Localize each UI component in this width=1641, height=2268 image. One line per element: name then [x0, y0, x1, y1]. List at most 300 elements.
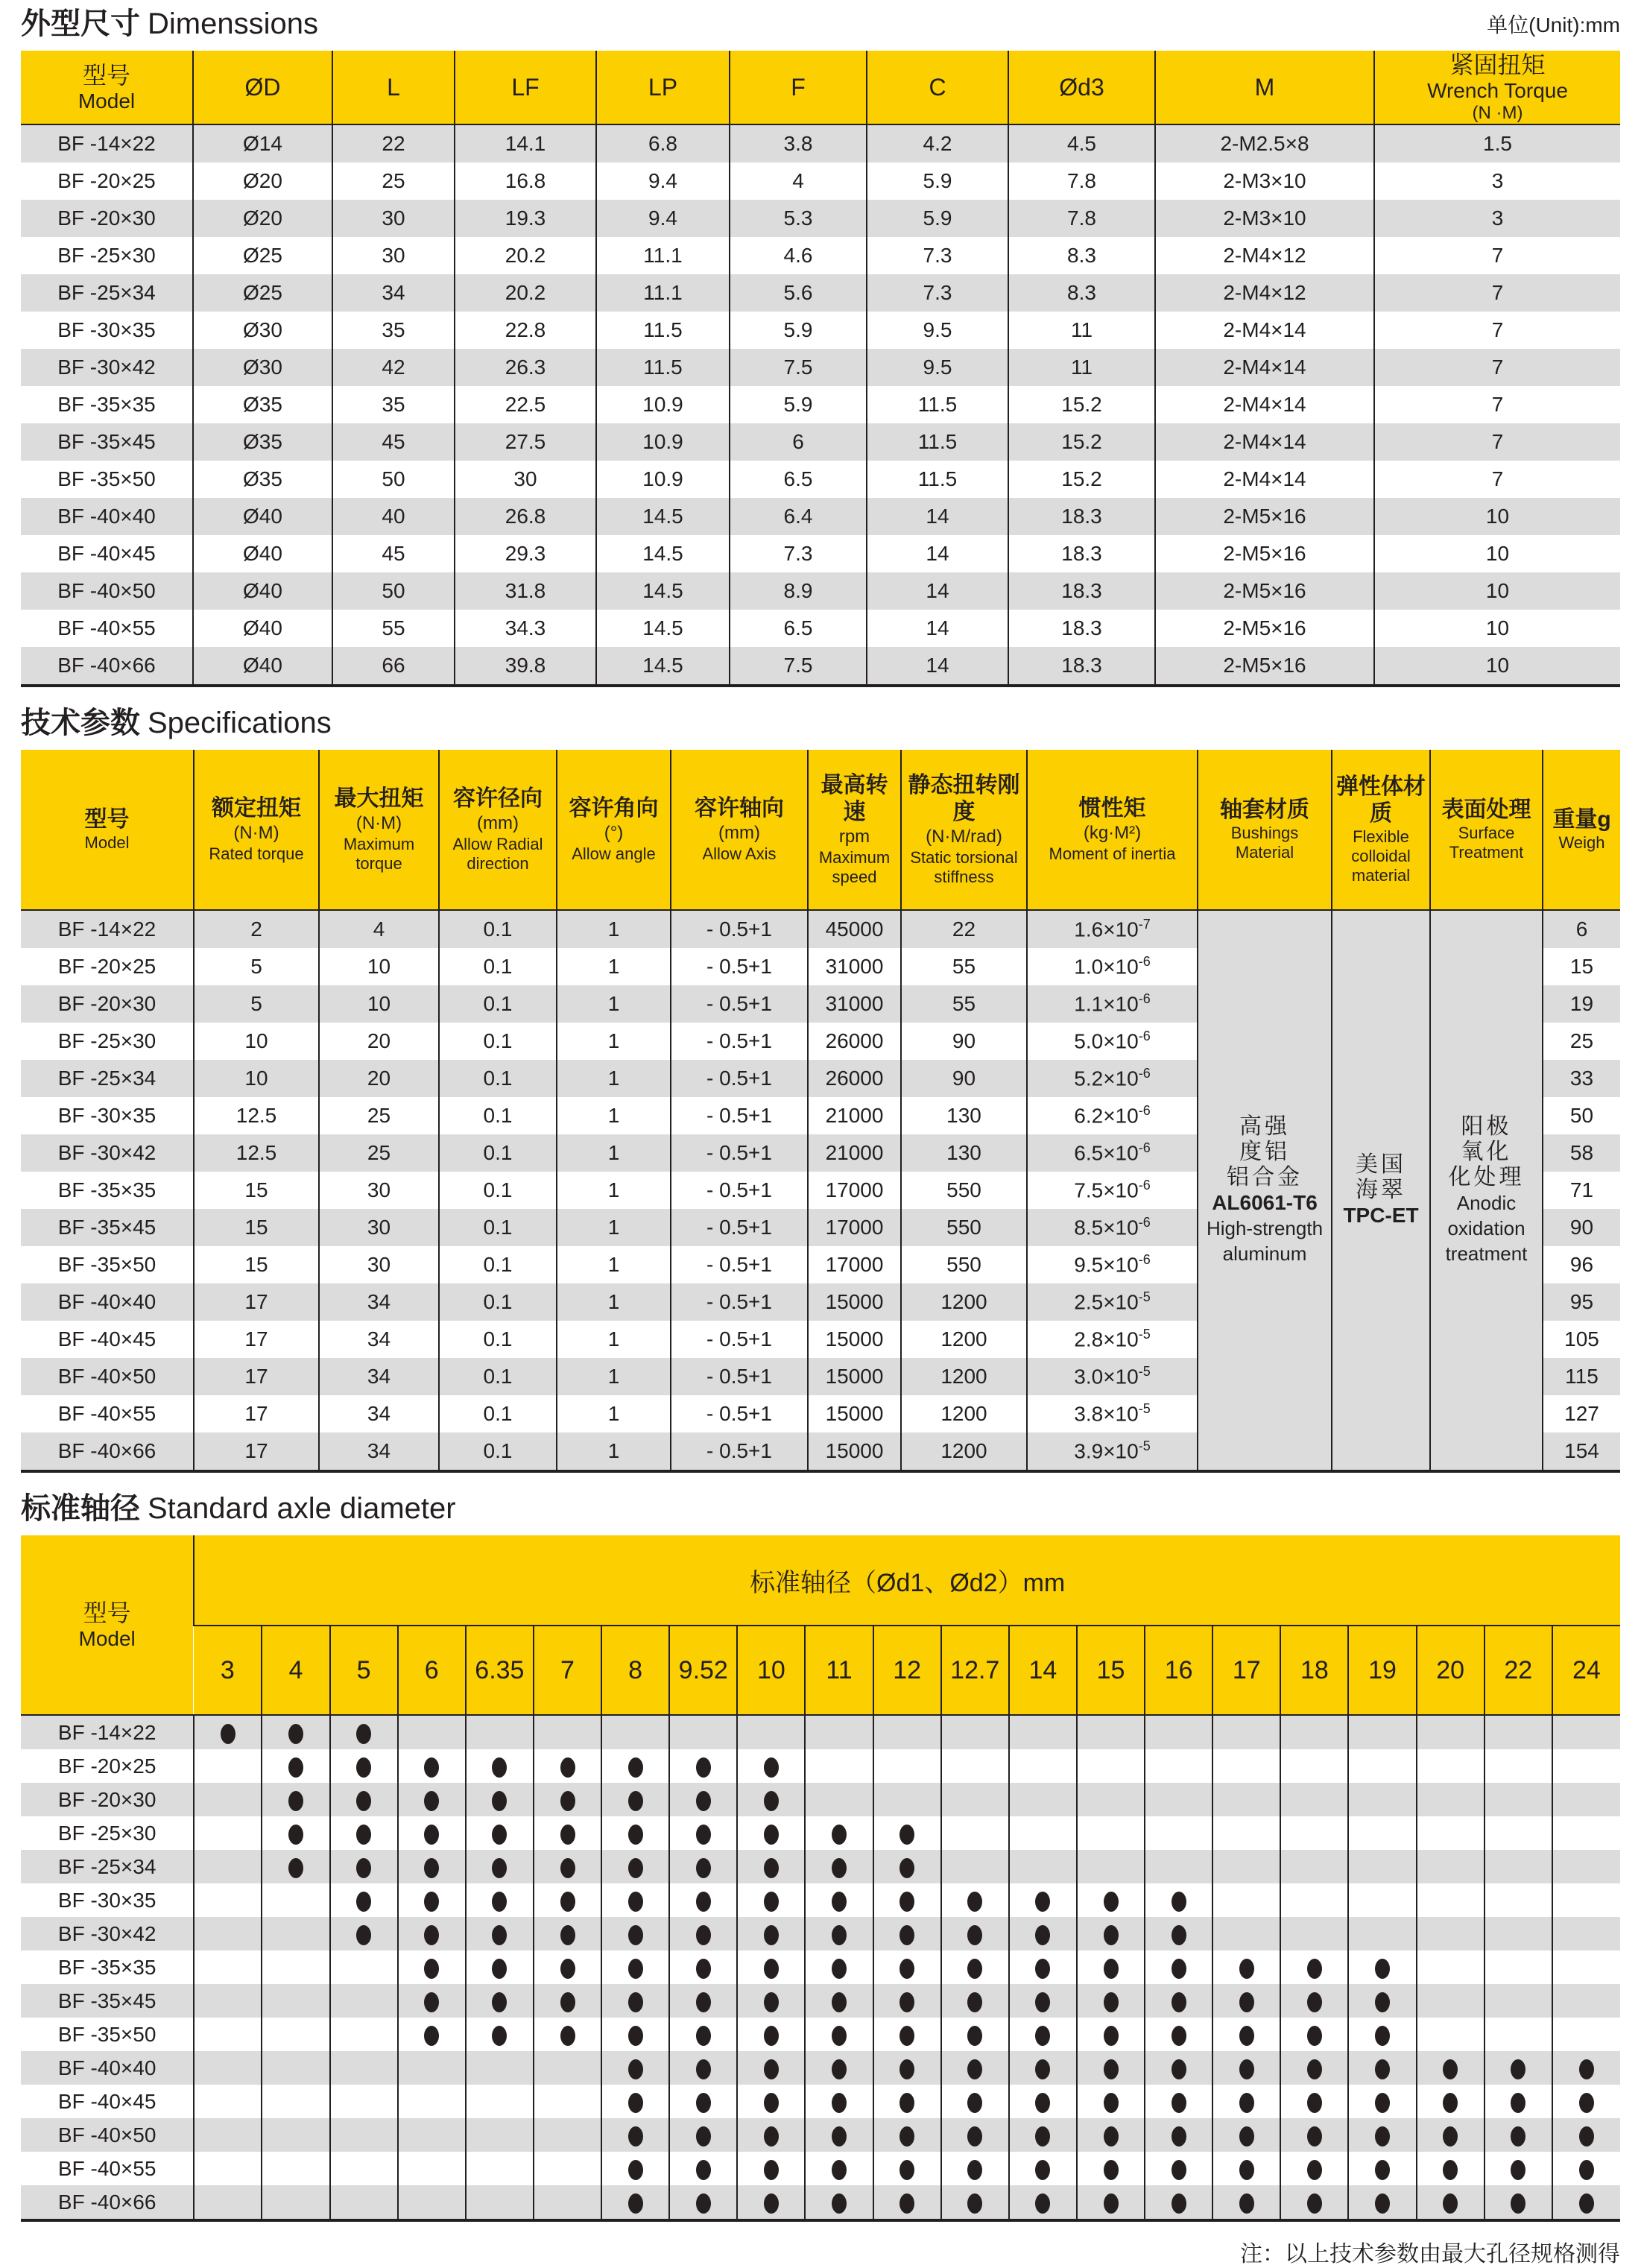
dot-marker [1035, 2059, 1050, 2079]
dot-marker [560, 1992, 575, 2012]
availability-cell [466, 1984, 534, 2018]
dot-marker [560, 1858, 575, 1878]
availability-cell [262, 1984, 329, 2018]
value-cell: 10 [319, 948, 439, 985]
availability-cell [601, 1850, 669, 1883]
table-row [21, 349, 1620, 386]
dot-marker [967, 2160, 982, 2180]
value-cell: 4 [730, 162, 867, 200]
dot-marker [1443, 2193, 1458, 2214]
model-cell: BF -30×42 [21, 349, 193, 386]
size-column-header-15: 15 [1077, 1626, 1145, 1715]
dot-marker [967, 1925, 982, 1945]
value-cell: 5.9 [730, 386, 867, 423]
availability-cell [330, 1816, 398, 1850]
value-cell: 11.5 [867, 423, 1008, 461]
availability-cell [669, 1984, 737, 2018]
weight-cell: 105 [1543, 1321, 1620, 1358]
value-cell: 15 [194, 1246, 319, 1283]
availability-cell [330, 2185, 398, 2220]
availability-cell [398, 1749, 466, 1783]
table-row [21, 386, 1620, 423]
dot-marker [1511, 2059, 1525, 2079]
value-cell: 31000 [808, 948, 901, 985]
value-cell: 21000 [808, 1097, 901, 1134]
availability-cell [737, 2152, 805, 2185]
availability-cell [669, 2051, 737, 2085]
value-cell: 15000 [808, 1395, 901, 1432]
column-header-m: M [1155, 51, 1374, 124]
availability-cell [1212, 1950, 1280, 1984]
value-cell: 34 [319, 1321, 439, 1358]
dot-marker [696, 1791, 711, 1811]
availability-cell [1145, 1850, 1212, 1883]
availability-cell [1280, 1715, 1348, 1749]
value-cell: 50 [332, 572, 455, 610]
value-cell: 30 [319, 1209, 439, 1246]
size-column-header-14: 14 [1009, 1626, 1077, 1715]
availability-cell [1348, 1749, 1416, 1783]
value-cell: 22 [901, 910, 1027, 948]
availability-cell [534, 1883, 601, 1917]
value-cell: 1 [557, 1134, 671, 1172]
value-cell: 15000 [808, 1283, 901, 1321]
dot-marker [424, 1959, 439, 1979]
bushings-material-cell: 高强 度铝 铝合金 AL6061-T6 High-strength aluminum [1198, 910, 1332, 1471]
axle-header-row-span [21, 1535, 1620, 1626]
dot-marker [764, 2126, 779, 2147]
dot-marker [1375, 1959, 1390, 1979]
value-cell: - 0.5+1 [671, 948, 808, 985]
value-cell: - 0.5+1 [671, 1395, 808, 1432]
availability-cell [398, 2085, 466, 2118]
dot-marker [1443, 2160, 1458, 2180]
value-cell: 7 [1374, 461, 1620, 498]
availability-cell [194, 2085, 262, 2118]
availability-cell [1212, 2152, 1280, 2185]
availability-cell [1417, 1749, 1485, 1783]
value-cell: 7 [1374, 423, 1620, 461]
dot-marker [1307, 1992, 1322, 2012]
availability-cell [805, 1715, 873, 1749]
availability-cell [330, 2085, 398, 2118]
availability-cell [1348, 2051, 1416, 2085]
dot-marker [764, 2093, 779, 2113]
availability-cell [330, 2018, 398, 2051]
availability-cell [1552, 1816, 1620, 1850]
availability-cell [1009, 1917, 1077, 1950]
value-cell: 14 [867, 535, 1008, 572]
availability-cell [1417, 1715, 1485, 1749]
value-cell: 14.5 [596, 610, 730, 647]
dot-marker [1104, 1959, 1119, 1979]
value-cell: Ø35 [193, 386, 332, 423]
weight-cell: 15 [1543, 948, 1620, 985]
dot-marker [1307, 2126, 1322, 2147]
axle-title-row [21, 1492, 1620, 1525]
model-column-header: 型号 Model [21, 1535, 194, 1715]
value-cell: 1 [557, 1395, 671, 1432]
value-cell: 45 [332, 535, 455, 572]
availability-cell [669, 1749, 737, 1783]
dot-marker [560, 1791, 575, 1811]
value-cell: 8.9 [730, 572, 867, 610]
value-cell: 11.5 [867, 386, 1008, 423]
dot-marker [1375, 1992, 1390, 2012]
model-cell: BF -35×45 [21, 1984, 194, 2018]
value-cell: Ø20 [193, 200, 332, 237]
value-cell: 2-M4×14 [1155, 423, 1374, 461]
size-column-header-9.52: 9.52 [669, 1626, 737, 1715]
value-cell: - 0.5+1 [671, 1097, 808, 1134]
value-cell: 2-M4×12 [1155, 237, 1374, 274]
value-cell: 1 [557, 1172, 671, 1209]
availability-cell [1417, 1883, 1485, 1917]
value-cell: 7.3 [730, 535, 867, 572]
dot-marker [1104, 2059, 1119, 2079]
value-cell: 14 [867, 647, 1008, 686]
specifications-table-header [21, 750, 1620, 910]
value-cell: - 0.5+1 [671, 1246, 808, 1283]
size-column-header-22: 22 [1485, 1626, 1552, 1715]
availability-cell [1145, 1917, 1212, 1950]
dot-marker [1172, 1959, 1186, 1979]
value-cell: 2-M5×16 [1155, 498, 1374, 535]
value-cell: 2-M4×12 [1155, 274, 1374, 312]
value-cell: 4.6 [730, 237, 867, 274]
availability-cell [1280, 2051, 1348, 2085]
availability-cell [534, 2118, 601, 2152]
availability-cell [1077, 2152, 1145, 2185]
value-cell: Ø40 [193, 572, 332, 610]
dot-marker [424, 1825, 439, 1845]
availability-cell [1552, 1917, 1620, 1950]
value-cell: 17 [194, 1395, 319, 1432]
value-cell: 18.3 [1008, 610, 1155, 647]
availability-cell [1348, 2085, 1416, 2118]
availability-cell [1552, 2051, 1620, 2085]
availability-cell [737, 1950, 805, 1984]
availability-cell [669, 1715, 737, 1749]
value-cell: 25 [319, 1134, 439, 1172]
table-row [21, 1715, 1620, 1749]
availability-cell [805, 2018, 873, 2051]
value-cell: 30 [455, 461, 596, 498]
dot-marker [1035, 1925, 1050, 1945]
model-cell: BF -30×35 [21, 1883, 194, 1917]
dot-marker [628, 2026, 643, 2046]
dot-marker [696, 1825, 711, 1845]
dot-marker [832, 1892, 847, 1912]
availability-cell [1417, 1816, 1485, 1850]
availability-cell [534, 2085, 601, 2118]
weight-cell: 90 [1543, 1209, 1620, 1246]
availability-cell [1417, 1850, 1485, 1883]
availability-cell [1009, 2118, 1077, 2152]
availability-cell [1417, 1783, 1485, 1816]
dot-marker [1172, 2059, 1186, 2079]
availability-cell [262, 1749, 329, 1783]
availability-cell [805, 1816, 873, 1850]
value-cell: 4.5 [1008, 124, 1155, 162]
model-cell: BF -20×30 [21, 1783, 194, 1816]
dot-marker [492, 1757, 507, 1778]
availability-cell [194, 1984, 262, 2018]
availability-cell [737, 2018, 805, 2051]
value-cell: 29.3 [455, 535, 596, 572]
availability-cell [941, 1850, 1009, 1883]
availability-cell [398, 2018, 466, 2051]
dot-marker [967, 2026, 982, 2046]
value-cell: 2-M5×16 [1155, 647, 1374, 686]
value-cell: 42 [332, 349, 455, 386]
value-cell: 17 [194, 1321, 319, 1358]
dot-marker [1511, 2160, 1525, 2180]
weight-cell: 6 [1543, 910, 1620, 948]
availability-cell [330, 1783, 398, 1816]
value-cell: 1 [557, 1358, 671, 1395]
table-row [21, 1984, 1620, 2018]
availability-cell [534, 1816, 601, 1850]
value-cell: 11.5 [596, 312, 730, 349]
availability-cell [1552, 1715, 1620, 1749]
dot-marker [967, 1992, 982, 2012]
availability-cell [1348, 2118, 1416, 2152]
availability-cell [1145, 1950, 1212, 1984]
availability-cell [737, 1783, 805, 1816]
availability-cell [601, 1883, 669, 1917]
value-cell: 9.5 [867, 312, 1008, 349]
value-cell: 34 [319, 1432, 439, 1471]
value-cell: 1 [557, 1321, 671, 1358]
value-cell: 0.1 [439, 910, 557, 948]
availability-cell [873, 1783, 941, 1816]
value-cell: 17 [194, 1432, 319, 1471]
value-cell: 14.5 [596, 498, 730, 535]
specs-title-en: Specifications [148, 707, 332, 739]
availability-cell [466, 1883, 534, 1917]
value-cell: 45000 [808, 910, 901, 948]
value-cell: - 0.5+1 [671, 1134, 808, 1172]
specifications-table [21, 750, 1620, 1473]
availability-cell [1417, 2152, 1485, 2185]
value-cell: 1200 [901, 1395, 1027, 1432]
value-cell: 34.3 [455, 610, 596, 647]
dot-marker [1579, 2126, 1594, 2147]
value-cell: 10.9 [596, 423, 730, 461]
availability-cell [737, 1883, 805, 1917]
value-cell: 8.3 [1008, 237, 1155, 274]
value-cell: - 0.5+1 [671, 1209, 808, 1246]
table-row [21, 1950, 1620, 1984]
dot-marker [1104, 1992, 1119, 2012]
model-cell: BF -25×30 [21, 1816, 194, 1850]
availability-cell [262, 1950, 329, 1984]
value-cell: 6.4 [730, 498, 867, 535]
availability-cell [669, 1950, 737, 1984]
size-column-header-6.35: 6.35 [466, 1626, 534, 1715]
dot-marker [1307, 2093, 1322, 2113]
value-cell: 7.5 [730, 647, 867, 686]
availability-cell [941, 2152, 1009, 2185]
value-cell: 17 [194, 1358, 319, 1395]
dot-marker [696, 1925, 711, 1945]
availability-cell [873, 1950, 941, 1984]
availability-cell [669, 1816, 737, 1850]
dot-marker [1307, 2059, 1322, 2079]
availability-cell [873, 2118, 941, 2152]
model-cell: BF -30×42 [21, 1917, 194, 1950]
availability-cell [330, 1883, 398, 1917]
dot-marker [288, 1757, 303, 1778]
dot-marker [1239, 1992, 1254, 2012]
availability-cell [1485, 2152, 1552, 2185]
dot-marker [628, 1959, 643, 1979]
availability-cell [1145, 1749, 1212, 1783]
dot-marker [492, 1791, 507, 1811]
availability-cell [194, 1850, 262, 1883]
value-cell: - 0.5+1 [671, 985, 808, 1023]
availability-cell [1552, 1749, 1620, 1783]
value-cell: $3.9\times 10^{-5}$ [1027, 1432, 1198, 1471]
table-row [21, 498, 1620, 535]
value-cell: $5.0\times 10^{-6}$ [1027, 1023, 1198, 1060]
dot-marker [492, 1825, 507, 1845]
dot-marker [899, 2193, 914, 2214]
availability-cell [398, 1917, 466, 1950]
value-cell: 1 [557, 910, 671, 948]
model-column-header: 型号 Model [21, 51, 193, 124]
availability-cell [669, 1917, 737, 1950]
dot-marker [1104, 1892, 1119, 1912]
dot-marker [967, 2093, 982, 2113]
value-cell: 10 [1374, 535, 1620, 572]
table-row [21, 1816, 1620, 1850]
availability-cell [262, 1816, 329, 1850]
dot-marker [1443, 2059, 1458, 2079]
value-cell: 7.3 [867, 237, 1008, 274]
dot-marker [1375, 2026, 1390, 2046]
availability-cell [1348, 1850, 1416, 1883]
dot-marker [1307, 1959, 1322, 1979]
table-row [21, 2018, 1620, 2051]
size-column-header-5: 5 [330, 1626, 398, 1715]
dot-marker [1104, 2026, 1119, 2046]
availability-cell [1212, 2018, 1280, 2051]
value-cell: Ø40 [193, 647, 332, 686]
value-cell: 90 [901, 1060, 1027, 1097]
specs-section-title [21, 707, 332, 739]
availability-cell [669, 1850, 737, 1883]
availability-cell [1485, 1715, 1552, 1749]
availability-cell [737, 1749, 805, 1783]
value-cell: 27.5 [455, 423, 596, 461]
value-cell: 2-M3×10 [1155, 162, 1374, 200]
availability-cell [805, 1749, 873, 1783]
model-cell: BF -35×35 [21, 1950, 194, 1984]
availability-cell [873, 2152, 941, 2185]
value-cell: 25 [319, 1097, 439, 1134]
availability-cell [1417, 2051, 1485, 2085]
dot-marker [492, 1992, 507, 2012]
availability-cell [1485, 2051, 1552, 2085]
weight-cell: 19 [1543, 985, 1620, 1023]
dot-marker [628, 1825, 643, 1845]
availability-cell [398, 1850, 466, 1883]
dot-marker [1035, 2160, 1050, 2180]
availability-cell [262, 1715, 329, 1749]
dot-marker [764, 1892, 779, 1912]
dot-marker [1104, 2160, 1119, 2180]
value-cell: 4.2 [867, 124, 1008, 162]
dot-marker [899, 1858, 914, 1878]
table-row [21, 1749, 1620, 1783]
value-cell: 35 [332, 386, 455, 423]
dot-marker [832, 1925, 847, 1945]
size-column-header-19: 19 [1348, 1626, 1416, 1715]
availability-cell [737, 2185, 805, 2220]
dot-marker [832, 1992, 847, 2012]
value-cell: 10 [319, 985, 439, 1023]
availability-cell [1212, 2185, 1280, 2220]
value-cell: $6.5\times 10^{-6}$ [1027, 1134, 1198, 1172]
availability-cell [330, 1715, 398, 1749]
dimensions-title-en: Dimenssions [148, 7, 318, 40]
dimensions-section-title [21, 7, 318, 40]
dot-marker [492, 1892, 507, 1912]
surface-treatment-cell: 阳极 氧化 化处理 Anodic oxidation treatment [1430, 910, 1543, 1471]
availability-cell [1280, 1984, 1348, 2018]
availability-cell [1485, 2118, 1552, 2152]
value-cell: 1 [557, 985, 671, 1023]
value-cell: 2-M3×10 [1155, 200, 1374, 237]
dot-marker [424, 1858, 439, 1878]
dot-marker [1375, 2160, 1390, 2180]
availability-cell [601, 2051, 669, 2085]
value-cell: 15000 [808, 1321, 901, 1358]
value-cell: 5.6 [730, 274, 867, 312]
availability-cell [398, 2152, 466, 2185]
dot-marker [1375, 2093, 1390, 2113]
model-cell: BF -40×66 [21, 1432, 194, 1471]
model-cell: BF -35×35 [21, 1172, 194, 1209]
value-cell: 0.1 [439, 1209, 557, 1246]
availability-cell [262, 2051, 329, 2085]
value-cell: $1.6\times 10^{-7}$ [1027, 910, 1198, 948]
availability-cell [194, 2152, 262, 2185]
dot-marker [1172, 2126, 1186, 2147]
value-cell: 22.5 [455, 386, 596, 423]
availability-cell [805, 1850, 873, 1883]
value-cell: 5.9 [867, 200, 1008, 237]
availability-cell [262, 1783, 329, 1816]
availability-cell [805, 2152, 873, 2185]
availability-cell [466, 2152, 534, 2185]
availability-cell [1348, 1917, 1416, 1950]
availability-cell [1145, 1715, 1212, 1749]
dot-marker [560, 1925, 575, 1945]
dot-marker [560, 1892, 575, 1912]
availability-cell [1280, 2185, 1348, 2220]
table-row [21, 2118, 1620, 2152]
dot-marker [696, 2026, 711, 2046]
availability-cell [1485, 1950, 1552, 1984]
value-cell: 7 [1374, 349, 1620, 386]
availability-cell [1552, 2018, 1620, 2051]
dot-marker [1511, 2093, 1525, 2113]
dot-marker [764, 2059, 779, 2079]
availability-cell [1212, 2118, 1280, 2152]
